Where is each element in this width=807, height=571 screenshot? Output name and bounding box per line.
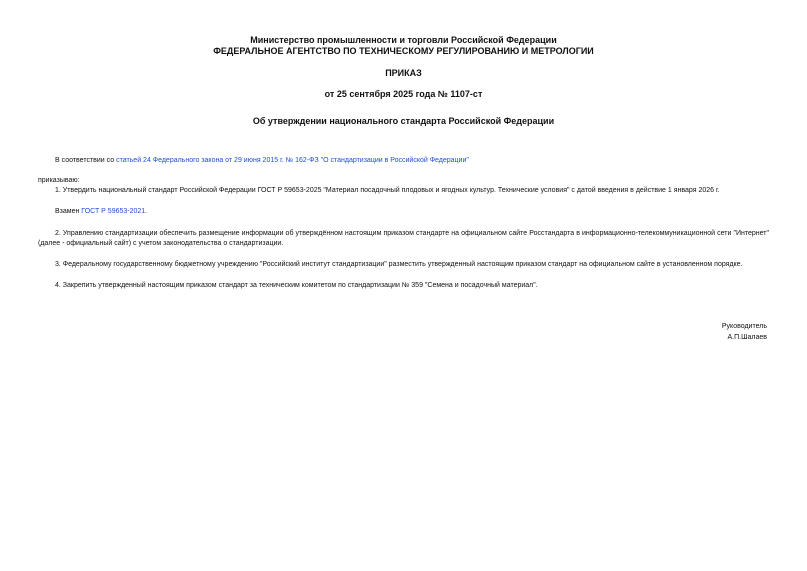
replacement-note <box>55 207 147 217</box>
agency-name: ФЕДЕРАЛЬНОЕ АГЕНТСТВО ПО ТЕХНИЧЕСКОМУ РЕГУЛИРОВАНИЮ И МЕТРОЛОГИИ <box>213 46 594 56</box>
replacement-prefix: Взамен <box>55 208 82 215</box>
order-item-4: 4. Закрепить утвержденный настоящим приказом стандарт за техническим комитетом по стандартизации № 359 "Семена и посадочный материал". <box>55 282 538 289</box>
signatory-title: Руководитель <box>721 323 767 330</box>
legal-basis <box>55 156 469 166</box>
signatory-name: А.П.Шалаев <box>727 334 767 341</box>
federal-law-link[interactable]: статьей 24 Федерального закона от 29 июня 2015 г. № 162-ФЗ "О стандартизации в Российской Федерации" <box>116 157 469 164</box>
legal-basis-prefix: В соответствии со <box>55 157 117 164</box>
order-item-1: 1. Утвердить национальный стандарт Российской Федерации ГОСТ Р 59653-2025 "Материал посадочный плодовых и ягодных культур. Технические условия" с датой введения в действие 1 января 2026 г. <box>55 187 720 194</box>
document-date-number: от 25 сентября 2025 года № 1107-ст <box>324 89 483 99</box>
document-type: ПРИКАЗ <box>385 68 422 78</box>
order-item-3: 3. Федеральному государственному бюджетному учреждению "Российский институт стандартизации" разместить утвержденный настоящим приказом стандарт на официальном сайте в установленном порядке. <box>55 261 743 268</box>
replacement-suffix: . <box>145 208 148 215</box>
gost-2021-link[interactable]: ГОСТ Р 59653-2021 <box>81 208 146 215</box>
ministry-name: Министерство промышленности и торговли Российской Федерации <box>250 35 557 45</box>
order-item-2: 2. Управлению стандартизации обеспечить размещение информации об утверждённом настоящим приказом стандарте на официальном сайте Росстандарта в информационно-телекоммуникационной сети "Интернет" (далее - официальный сайт) с учетом законодательства о стандартизации. <box>38 230 769 247</box>
document-subject: Об утверждении национального стандарта Российской Федерации <box>252 116 555 126</box>
order-word: приказываю: <box>38 177 80 184</box>
